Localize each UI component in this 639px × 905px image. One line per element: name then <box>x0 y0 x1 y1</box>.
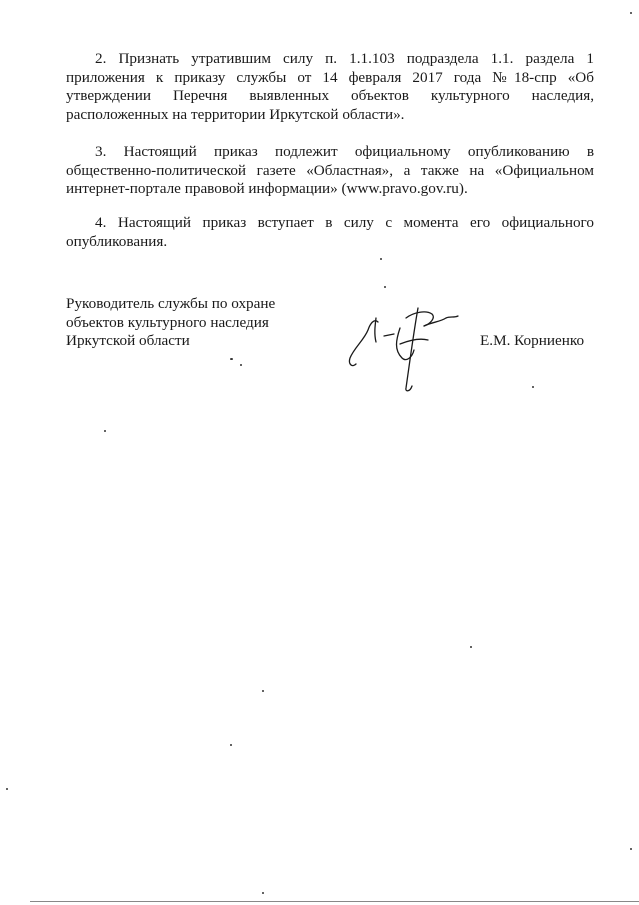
scan-speck <box>470 646 472 648</box>
scan-speck <box>262 892 264 894</box>
scan-speck <box>104 430 106 432</box>
position-line-2: объектов культурного наследия <box>66 313 269 331</box>
paragraph-3 <box>66 143 594 199</box>
paragraph-number: 2. <box>95 50 107 67</box>
handwritten-signature <box>340 300 470 400</box>
page-bottom-edge <box>30 901 639 902</box>
scan-speck <box>240 364 242 366</box>
scan-speck <box>262 690 264 692</box>
signatory-position <box>66 295 275 351</box>
position-line-3: Иркутской области <box>66 332 190 349</box>
position-line-1: Руководитель службы по охране <box>66 295 276 312</box>
paragraph-text: Настоящий приказ подлежит официальному опубликованию в общественно-политической газете «Областная», а также на «Официальном интернет-портале правовой информации» (www.pravo.gov.ru). <box>66 143 594 197</box>
paragraph-text: Признать утратившим силу п. 1.1.103 подраздела 1.1. раздела 1 приложения к приказу службы от 14 февраля 2017 года №18-спр «Об утверждении Перечня выявленных объектов культурного наследия, расположенных на территории Иркутской области». <box>66 50 594 123</box>
paragraph-number: 4. <box>95 214 107 231</box>
scan-speck <box>230 744 232 746</box>
scan-speck <box>630 12 632 14</box>
paragraph-2 <box>66 50 594 124</box>
scan-speck <box>380 258 382 260</box>
scan-speck <box>532 386 534 388</box>
scan-speck <box>230 358 233 360</box>
paragraph-4 <box>66 214 594 251</box>
paragraph-number: 3. <box>95 143 107 160</box>
signer-name: Е.М. Корниенко <box>480 332 585 349</box>
scan-speck <box>630 848 632 850</box>
scan-speck <box>6 788 8 790</box>
paragraph-text: Настоящий приказ вступает в силу с момента его официального опубликования. <box>66 214 594 250</box>
scan-speck <box>384 286 386 288</box>
